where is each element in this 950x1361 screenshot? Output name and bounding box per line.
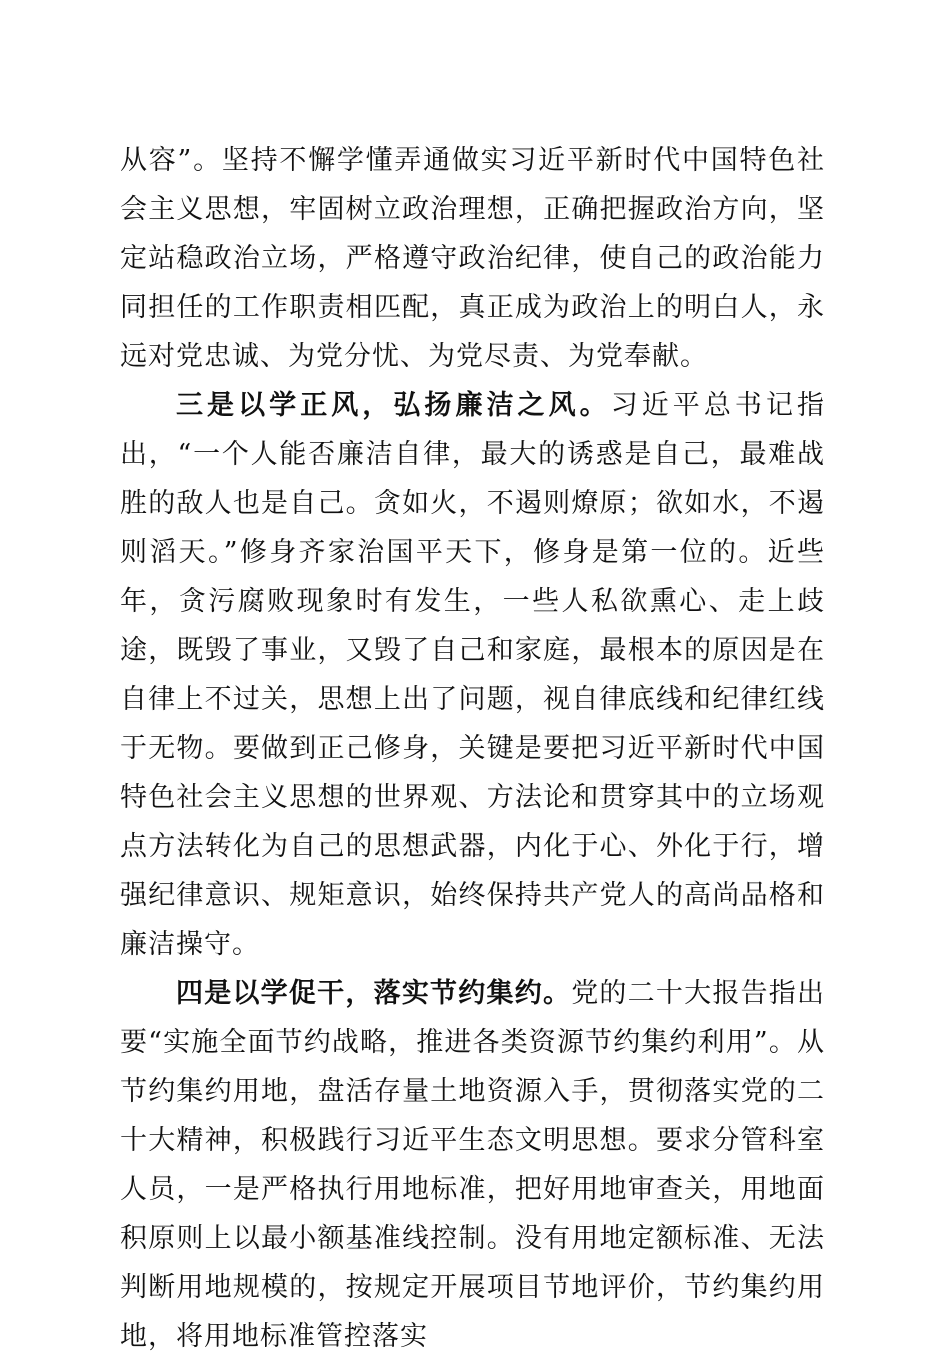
paragraph-text: 党的二十大报告指出要“实施全面节约战略，推进各类资源节约集约利用”。从节约集约用地，盘活存量土地资源入手，贯彻落实党的二十大精神，积极践行习近平生态文明思想。要求分管科室人员，一是严格执行用地标准，把好用地审查关，用地面积原则上以最小额基准线控制。没有用地定额标准、无法判断用地规模的，按规定开展项目节地评价，节约集约用地，将用地标准管控落实	[120, 978, 826, 1352]
paragraph-conservation	[120, 969, 825, 1361]
paragraph-text: 从容”。坚持不懈学懂弄通做实习近平新时代中国特色社会主义思想，牢固树立政治理想，正确把握政治方向，坚定站稳政治立场，严格遵守政治纪律，使自己的政治能力同担任的工作职责相匹配，真正成为政治上的明白人，永远对党忠诚、为党分忧、为党尽责、为党奉献。	[120, 145, 825, 372]
paragraph-continuation	[120, 136, 825, 381]
paragraph-text: 习近平总书记指出，“一个人能否廉洁自律，最大的诱惑是自己，最难战胜的敌人也是自己。贪如火，不遏则燎原；欲如水，不遏则滔天。”修身齐家治国平天下，修身是第一位的。近些年，贪污腐败现象时有发生，一些人私欲熏心、走上歧途，既毁了事业，又毁了自己和家庭，最根本的原因是在自律上不过关，思想上出了问题，视自律底线和纪律红线于无物。要做到正己修身，关键是要把习近平新时代中国特色社会主义思想的世界观、方法论和贯穿其中的立场观点方法转化为自己的思想武器，内化于心、外化于行，增强纪律意识、规矩意识，始终保持共产党人的高尚品格和廉洁操守。	[120, 390, 826, 960]
paragraph-integrity	[120, 381, 825, 969]
paragraph-heading: 四是以学促干，落实节约集约。	[176, 978, 572, 1009]
paragraph-heading: 三是以学正风，弘扬廉洁之风。	[176, 390, 611, 421]
body-text	[120, 136, 825, 1361]
